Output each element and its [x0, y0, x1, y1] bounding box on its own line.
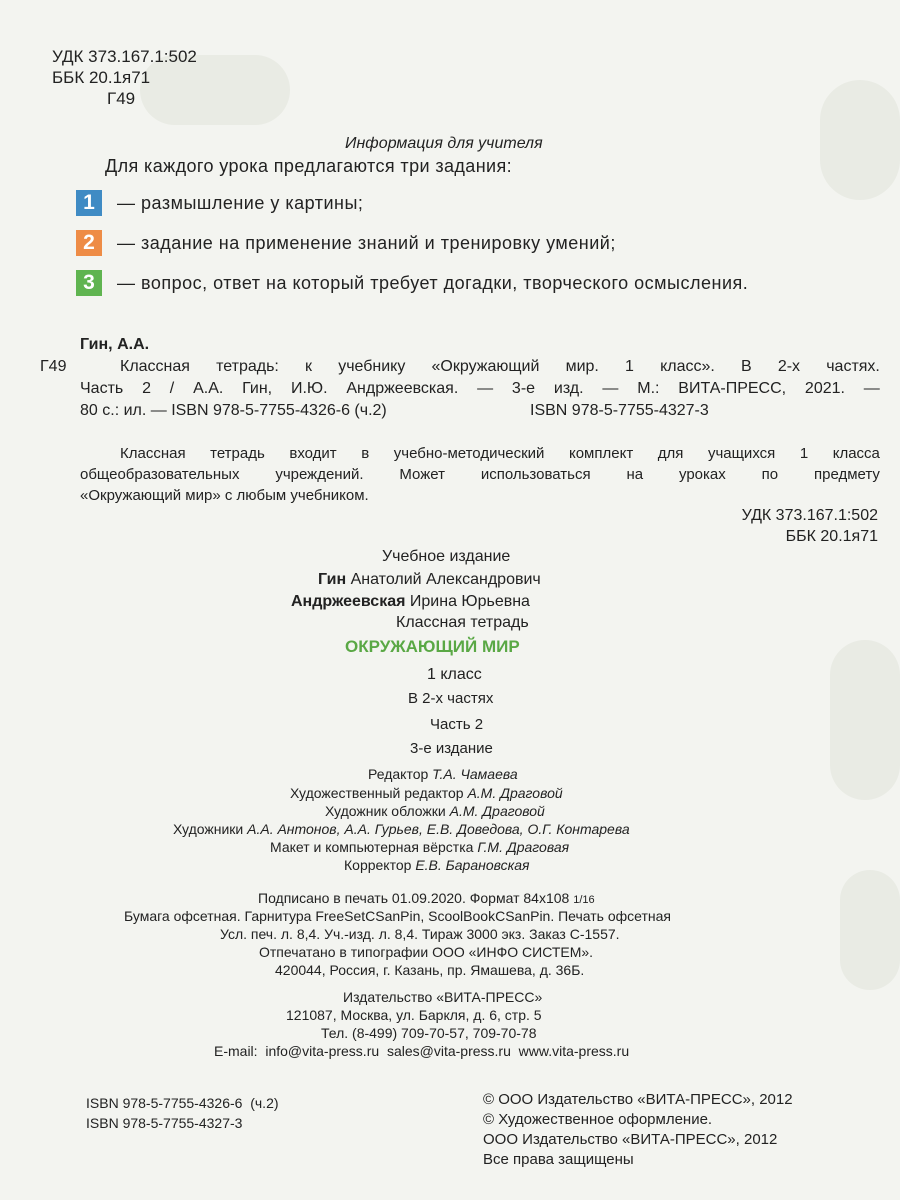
publisher-address: 121087, Москва, ул. Баркля, д. 6, стр. 5	[286, 1007, 542, 1023]
show-through-shape	[840, 870, 900, 990]
edition-parts: В 2-х частях	[408, 690, 494, 707]
annotation-line-3: «Окружающий мир» с любым учебником.	[80, 487, 369, 504]
credit-artists: Художники А.А. Антонов, А.А. Гурьев, Е.В. Доведова, О.Г. Контарева	[173, 821, 630, 837]
credit-proofreader: Корректор Е.В. Барановская	[344, 857, 530, 873]
show-through-shape	[820, 80, 900, 200]
rights-reserved: Все права защищены	[483, 1151, 634, 1168]
publisher-name: Издательство «ВИТА-ПРЕСС»	[343, 989, 543, 1005]
author-1-name: Анатолий Александрович	[346, 571, 541, 588]
teacher-info-intro: Для каждого урока предлагаются три задания:	[105, 156, 513, 176]
edition-part: Часть 2	[430, 716, 484, 733]
task-3-text: — вопрос, ответ на который требует догадки, творческого осмысления.	[117, 273, 749, 293]
udk-right: УДК 373.167.1:502	[741, 507, 878, 524]
biblio-line-3b: ISBN 978-5-7755-4327-3	[530, 402, 709, 419]
credit-layout: Макет и компьютерная вёрстка Г.М. Драговая	[270, 839, 570, 855]
task-1-text: — размышление у картины;	[117, 193, 364, 213]
task-3-badge: 3	[76, 270, 102, 296]
edition-type: Учебное издание	[382, 548, 511, 565]
bbk-top: ББК 20.1я71	[52, 68, 151, 87]
biblio-author: Гин, А.А.	[80, 336, 150, 353]
biblio-line-1: Классная тетрадь: к учебнику «Окружающий мир. 1 класс». В 2-х частях.	[120, 358, 880, 375]
udk-top: УДК 373.167.1:502	[52, 47, 197, 66]
credit-art-editor: Художественный редактор А.М. Драговой	[290, 785, 563, 801]
print-signed: Подписано в печать 01.09.2020. Формат 84х108 1/16	[258, 890, 595, 906]
edition-number: 3-е издание	[410, 740, 493, 757]
website-link[interactable]: www.vita-press.ru	[518, 1043, 630, 1059]
print-paper: Бумага офсетная. Гарнитура FreeSetCSanPin, ScoolBookCSanPin. Печать офсетная	[124, 908, 672, 924]
author-code-top: Г49	[107, 89, 136, 108]
bbk-right: ББК 20.1я71	[785, 528, 878, 545]
edition-title: ОКРУЖАЮЩИЙ МИР	[345, 637, 520, 656]
annotation-line-1: Классная тетрадь входит в учебно-методический комплект для учащихся 1 класса	[120, 445, 880, 462]
show-through-shape	[830, 640, 900, 800]
task-2-badge: 2	[76, 230, 102, 256]
printed-at: Отпечатано в типографии ООО «ИНФО СИСТЕМ».	[259, 944, 594, 960]
email-link-sales[interactable]: sales@vita-press.ru	[386, 1043, 511, 1059]
task-1-badge: 1	[76, 190, 102, 216]
copyright-art-owner: ООО Издательство «ВИТА-ПРЕСС», 2012	[483, 1131, 778, 1148]
task-2-text: — задание на применение знаний и тренировку умений;	[117, 233, 616, 253]
printer-address: 420044, Россия, г. Казань, пр. Ямашева, д. 36Б.	[275, 962, 585, 978]
author-2-surname: Андржеевская	[291, 593, 406, 610]
email-label: E-mail:	[214, 1043, 258, 1059]
biblio-code: Г49	[40, 358, 67, 375]
teacher-info-title: Информация для учителя	[345, 135, 543, 152]
isbn-1: ISBN 978-5-7755-4326-6 (ч.2)	[86, 1095, 279, 1111]
publisher-contacts	[214, 1043, 629, 1059]
isbn-2: ISBN 978-5-7755-4327-3	[86, 1115, 243, 1131]
author-1-surname: Гин	[318, 571, 347, 588]
print-sheets: Усл. печ. л. 8,4. Уч.-изд. л. 8,4. Тираж 3000 экз. Заказ С-1557.	[220, 926, 620, 942]
edition-grade: 1 класс	[427, 666, 482, 683]
copyright-art: © Художественное оформление.	[483, 1111, 713, 1128]
biblio-line-2: Часть 2 / А.А. Гин, И.Ю. Андржеевская. — 3-е изд. — М.: ВИТА-ПРЕСС, 2021. —	[80, 380, 880, 397]
annotation-line-2: общеобразовательных учреждений. Может использоваться на уроках по предмету	[80, 466, 880, 483]
biblio-line-3a: 80 с.: ил. — ISBN 978-5-7755-4326-6 (ч.2)	[80, 402, 387, 419]
publisher-phone: Тел. (8-499) 709-70-57, 709-70-78	[321, 1025, 537, 1041]
author-2-name: Ирина Юрьевна	[405, 593, 530, 610]
author-2	[291, 593, 530, 611]
email-link[interactable]: info@vita-press.ru	[265, 1043, 380, 1059]
credit-cover-artist: Художник обложки А.М. Драговой	[325, 803, 545, 819]
credit-editor: Редактор Т.А. Чамаева	[368, 766, 518, 782]
edition-kind: Классная тетрадь	[396, 614, 529, 631]
author-1	[318, 571, 541, 589]
copyright-publisher: © ООО Издательство «ВИТА-ПРЕСС», 2012	[483, 1091, 793, 1108]
